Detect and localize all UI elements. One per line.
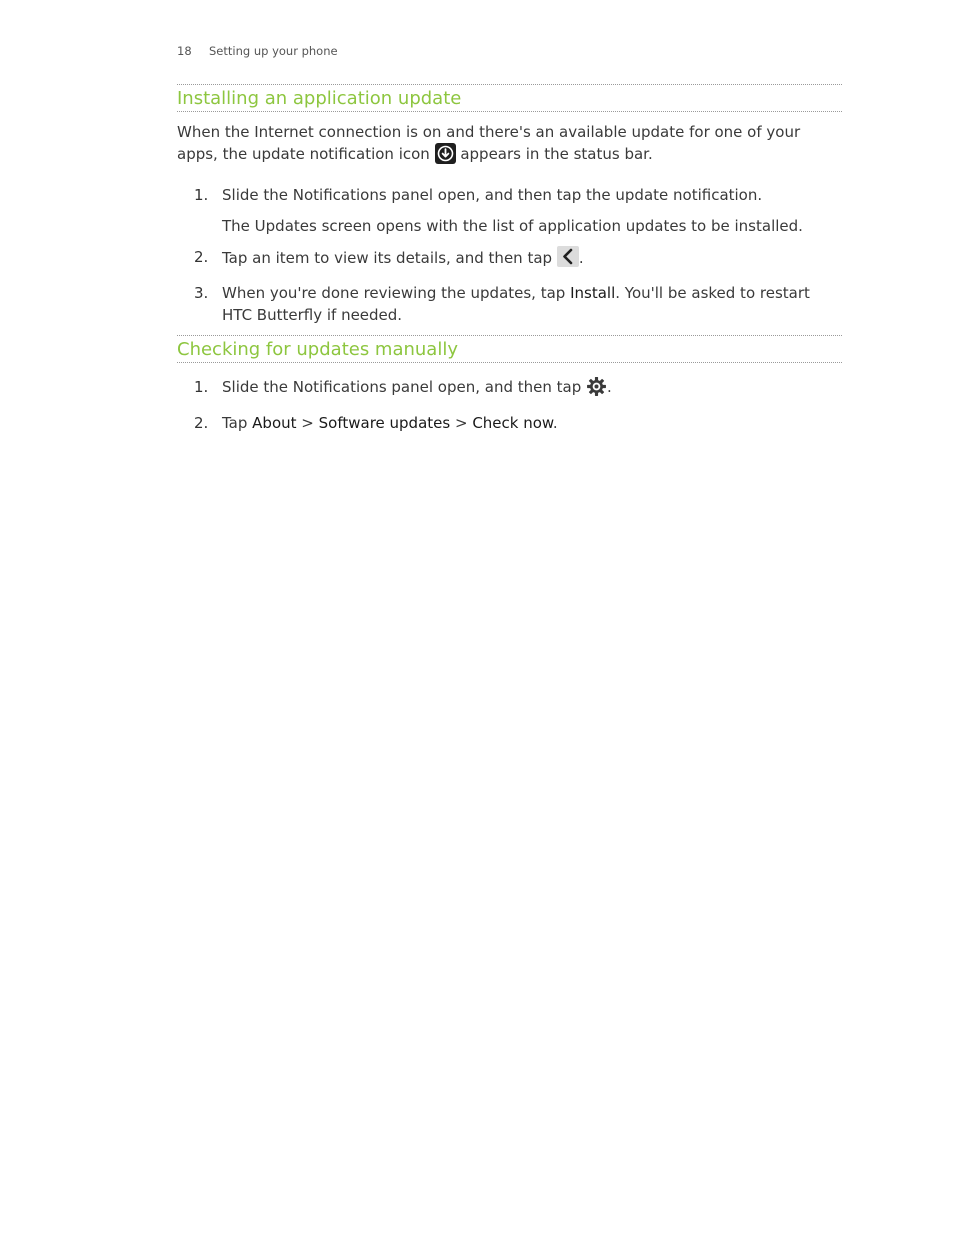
about-term: About [252, 414, 297, 432]
step-number: 2. [194, 414, 209, 432]
step-number: 3. [194, 284, 209, 302]
back-arrow-icon [557, 246, 579, 273]
steps-list [177, 376, 842, 434]
step-text [222, 412, 842, 434]
chapter-title: Setting up your phone [209, 44, 338, 58]
intro-text: When the Internet connection is on and there's an available update for one of your apps, the update notification icon [177, 123, 801, 163]
intro-text-end: appears in the status bar. [455, 145, 653, 163]
check-now-term: Check now [472, 414, 553, 432]
step-3 [177, 282, 842, 326]
running-header [177, 44, 338, 58]
step-1 [177, 376, 842, 403]
step-text-after: . [578, 249, 584, 267]
step-2 [177, 412, 842, 434]
section-checking-updates [177, 335, 842, 434]
settings-gear-icon [586, 376, 607, 403]
step-text [222, 376, 842, 403]
page-number: 18 [177, 44, 192, 58]
step-text-before: Tap an item to view its details, and then tap [222, 249, 557, 267]
path-separator: > [296, 414, 319, 432]
step-text [222, 246, 842, 273]
step-text-after: . [607, 378, 612, 396]
step-text: Slide the Notifications panel open, and then tap the update notification. [222, 186, 763, 204]
step-number: 1. [194, 378, 209, 396]
software-updates-term: Software updates [318, 414, 451, 432]
path-separator: > [450, 414, 473, 432]
step-text-before: Slide the Notifications panel open, and then tap [222, 378, 587, 396]
steps-list [177, 184, 842, 326]
step-number: 2. [194, 248, 209, 266]
step-text-after: . You'll be asked to restart HTC Butterfly if needed. [222, 284, 810, 324]
step-text-before: When you're done reviewing the updates, tap [222, 284, 571, 302]
step-1 [177, 184, 842, 237]
step-2 [177, 246, 842, 273]
section-heading: Installing an application update [177, 84, 842, 112]
step-text-suffix: . [552, 414, 558, 432]
install-term: Install [570, 284, 616, 302]
intro-paragraph [177, 122, 842, 170]
step-text-prefix: Tap [222, 414, 253, 432]
section-heading: Checking for updates manually [177, 335, 842, 363]
step-text [222, 282, 842, 326]
step-number: 1. [194, 186, 209, 204]
update-notification-icon [435, 143, 456, 170]
step-note: The Updates screen opens with the list of application updates to be installed. [222, 217, 803, 235]
section-installing-update [177, 84, 842, 326]
